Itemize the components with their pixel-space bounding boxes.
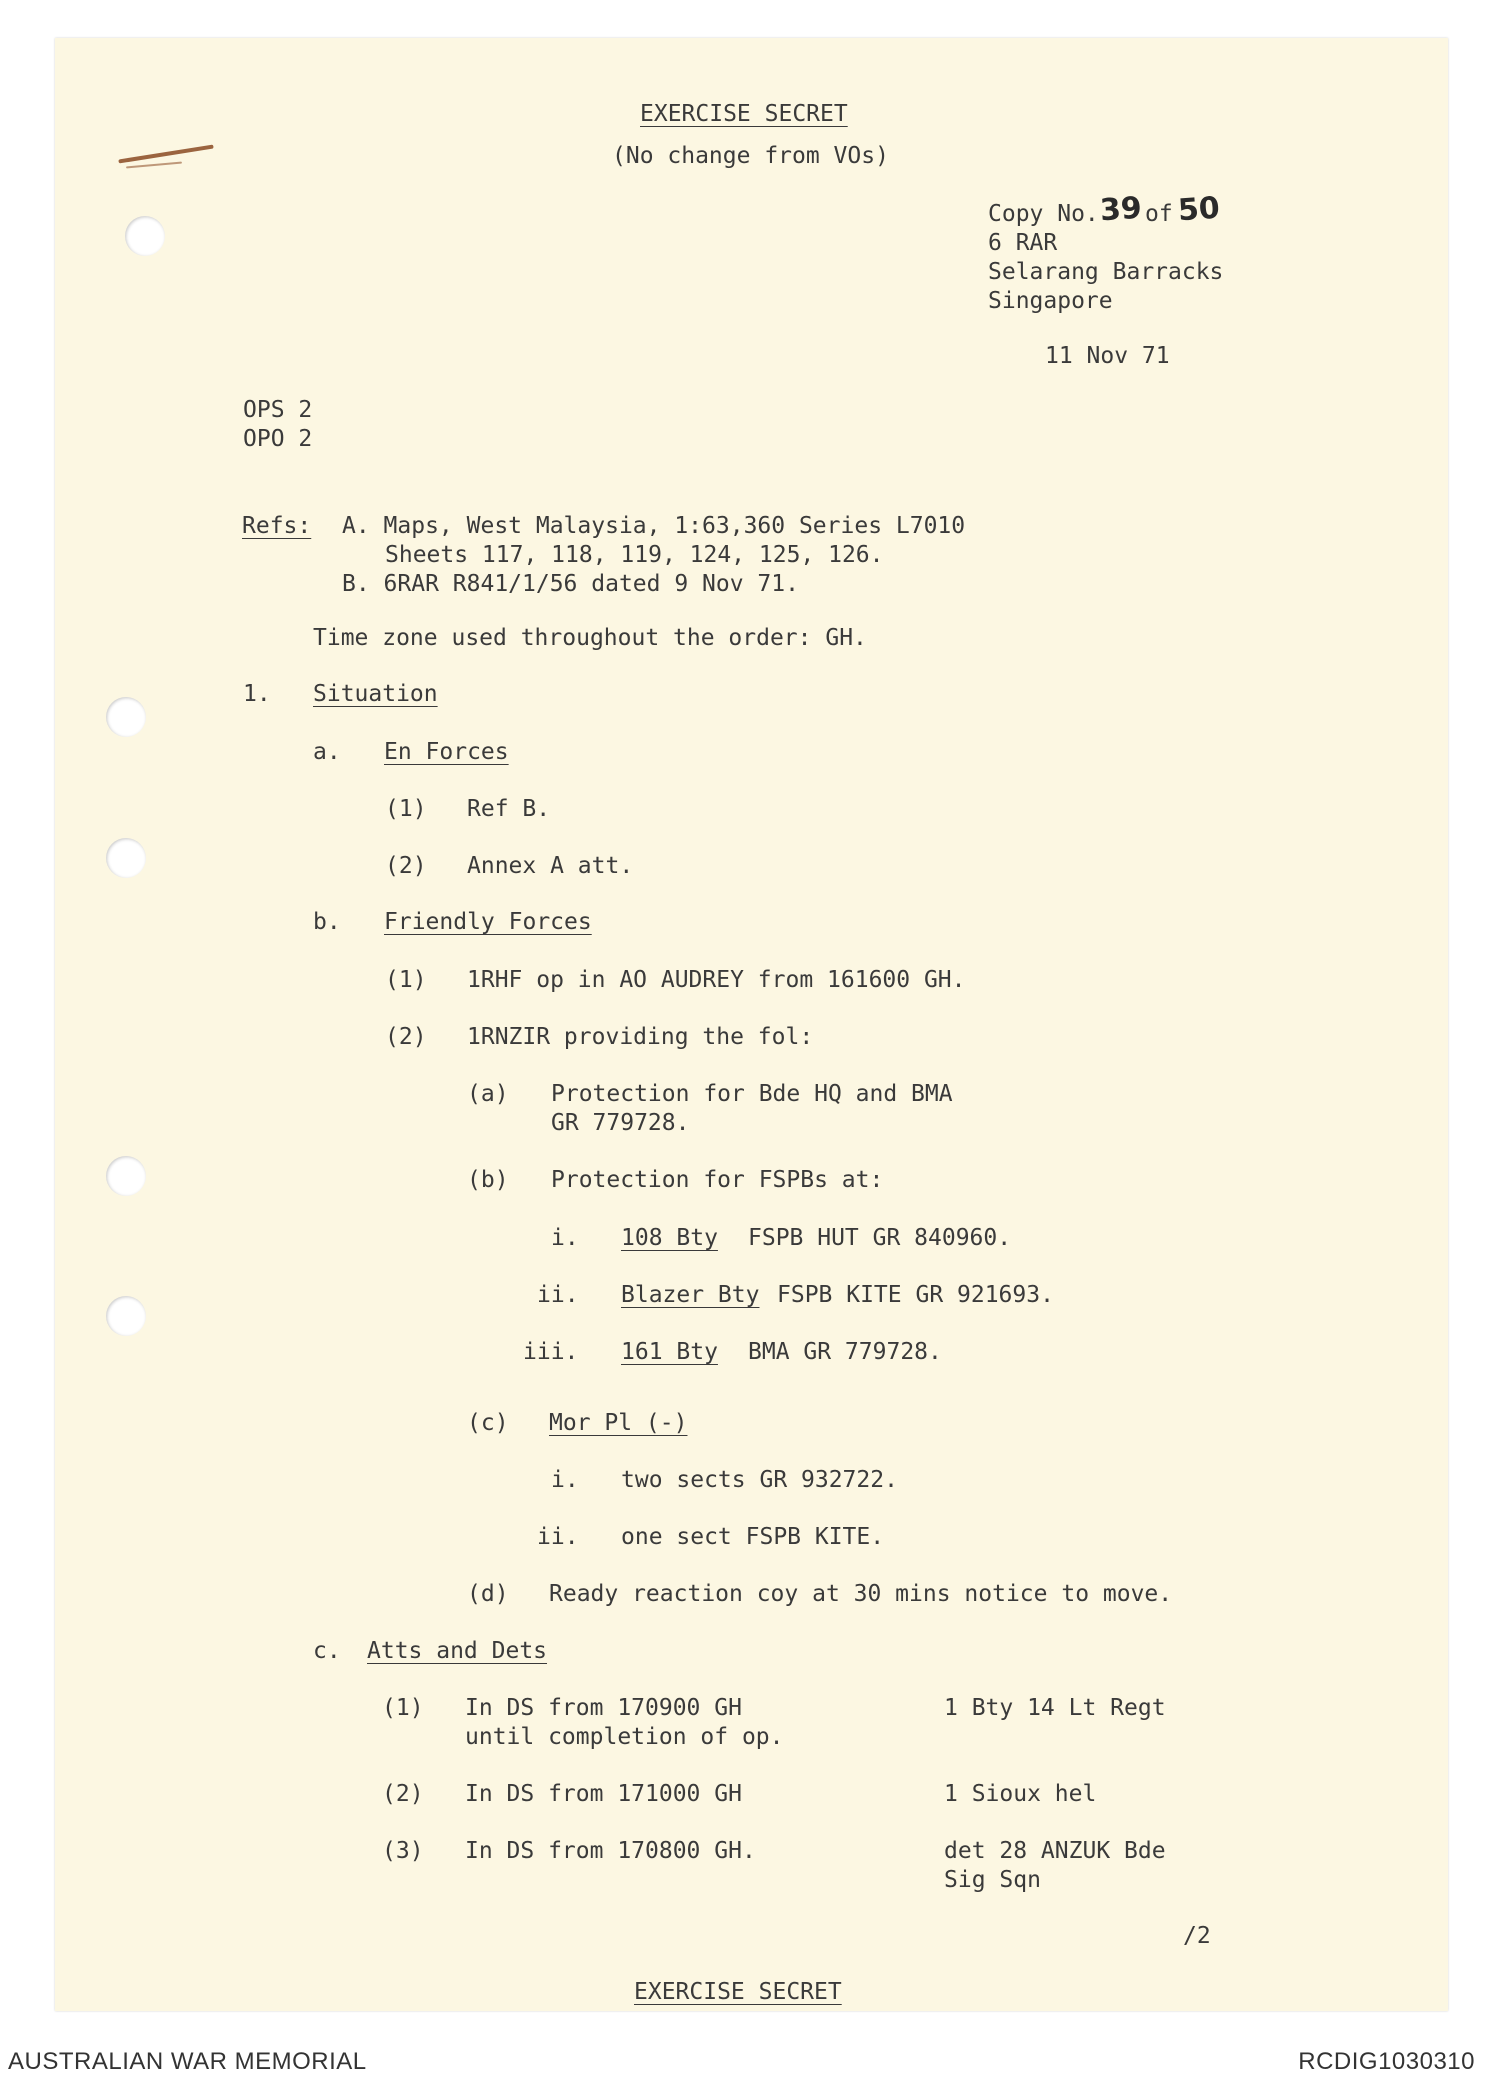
- location-line: Singapore: [988, 288, 1113, 314]
- battery-location: FSPB HUT GR 840960.: [748, 1225, 1012, 1251]
- subitem-text: two sects GR 932722.: [621, 1467, 898, 1493]
- archive-image-id: RCDIG1030310: [1298, 2048, 1475, 2075]
- footer-classification: EXERCISE SECRET: [634, 1979, 842, 2005]
- subitem-text: Protection for Bde HQ and BMA: [551, 1081, 953, 1107]
- attached-unit: 1 Sioux hel: [944, 1781, 1097, 1807]
- battery-location: FSPB KITE GR 921693.: [777, 1282, 1054, 1308]
- item-text: Annex A att.: [467, 853, 634, 879]
- page-continuation: /2: [1183, 1923, 1211, 1949]
- subitem-text: GR 779728.: [551, 1110, 690, 1136]
- archive-source-label: AUSTRALIAN WAR MEMORIAL: [8, 2048, 367, 2075]
- roman-numeral: i.: [551, 1467, 579, 1493]
- punch-hole: [106, 1156, 146, 1196]
- subsection-title: En Forces: [384, 739, 509, 765]
- copy-number: 39: [1098, 190, 1143, 229]
- item-number: (3): [382, 1838, 424, 1864]
- subsection-title: Friendly Forces: [384, 909, 592, 935]
- item-text: In DS from 170800 GH.: [465, 1838, 756, 1864]
- item-number: (2): [385, 1024, 427, 1050]
- roman-numeral: ii.: [537, 1282, 579, 1308]
- punch-hole: [125, 216, 165, 256]
- punch-hole: [106, 838, 146, 878]
- subitem-text: Ready reaction coy at 30 mins notice to move.: [549, 1581, 1173, 1607]
- section-title: Situation: [313, 681, 438, 707]
- ops-number: OPS 2: [243, 397, 313, 423]
- header-note: (No change from VOs): [612, 143, 889, 169]
- item-number: (1): [385, 796, 427, 822]
- subsection-letter: a.: [313, 739, 341, 765]
- item-text: until completion of op.: [465, 1724, 784, 1750]
- punch-hole: [106, 1296, 146, 1336]
- item-text: In DS from 171000 GH: [465, 1781, 742, 1807]
- unit-name: 6 RAR: [988, 230, 1058, 256]
- subsection-title: Atts and Dets: [367, 1638, 548, 1664]
- copy-label: Copy No.: [988, 201, 1099, 227]
- item-text: Ref B.: [467, 796, 551, 822]
- item-text: 1RNZIR providing the fol:: [467, 1024, 814, 1050]
- subsection-letter: b.: [313, 909, 341, 935]
- roman-numeral: i.: [551, 1225, 579, 1251]
- location-line: Selarang Barracks: [988, 259, 1224, 285]
- subitem-letter: (d): [467, 1581, 509, 1607]
- subitem-title: Mor Pl (-): [549, 1410, 688, 1436]
- subitem-text: one sect FSPB KITE.: [621, 1524, 885, 1550]
- item-text: In DS from 170900 GH: [465, 1695, 742, 1721]
- opo-number: OPO 2: [243, 426, 313, 452]
- item-number: (2): [385, 853, 427, 879]
- subitem-letter: (b): [467, 1167, 509, 1193]
- section-number: 1.: [243, 681, 271, 707]
- item-text: 1RHF op in AO AUDREY from 161600 GH.: [467, 967, 966, 993]
- battery-location: BMA GR 779728.: [748, 1339, 942, 1365]
- refs-label: Refs:: [242, 513, 312, 539]
- ref-a: A. Maps, West Malaysia, 1:63,360 Series L7010: [342, 513, 966, 539]
- attached-unit: det 28 ANZUK Bde: [944, 1838, 1166, 1864]
- item-number: (1): [385, 967, 427, 993]
- subitem-letter: (a): [467, 1081, 509, 1107]
- subitem-text: Protection for FSPBs at:: [551, 1167, 884, 1193]
- ref-b: B. 6RAR R841/1/56 dated 9 Nov 71.: [342, 571, 799, 597]
- copy-total: 50: [1176, 190, 1221, 229]
- roman-numeral: iii.: [523, 1339, 579, 1365]
- roman-numeral: ii.: [537, 1524, 579, 1550]
- document-date: 11 Nov 71: [1045, 343, 1170, 369]
- subitem-letter: (c): [467, 1410, 509, 1436]
- attached-unit: Sig Sqn: [944, 1867, 1041, 1893]
- copy-of-label: of: [1145, 201, 1173, 227]
- item-number: (1): [382, 1695, 424, 1721]
- subsection-letter: c.: [313, 1638, 341, 1664]
- battery-name: Blazer Bty: [621, 1282, 760, 1308]
- battery-name: 108 Bty: [621, 1225, 718, 1251]
- ref-a-sheets: Sheets 117, 118, 119, 124, 125, 126.: [385, 542, 884, 568]
- punch-hole: [106, 697, 146, 737]
- item-number: (2): [382, 1781, 424, 1807]
- battery-name: 161 Bty: [621, 1339, 718, 1365]
- header-classification: EXERCISE SECRET: [640, 101, 848, 127]
- time-zone-note: Time zone used throughout the order: GH.: [313, 625, 867, 651]
- attached-unit: 1 Bty 14 Lt Regt: [944, 1695, 1166, 1721]
